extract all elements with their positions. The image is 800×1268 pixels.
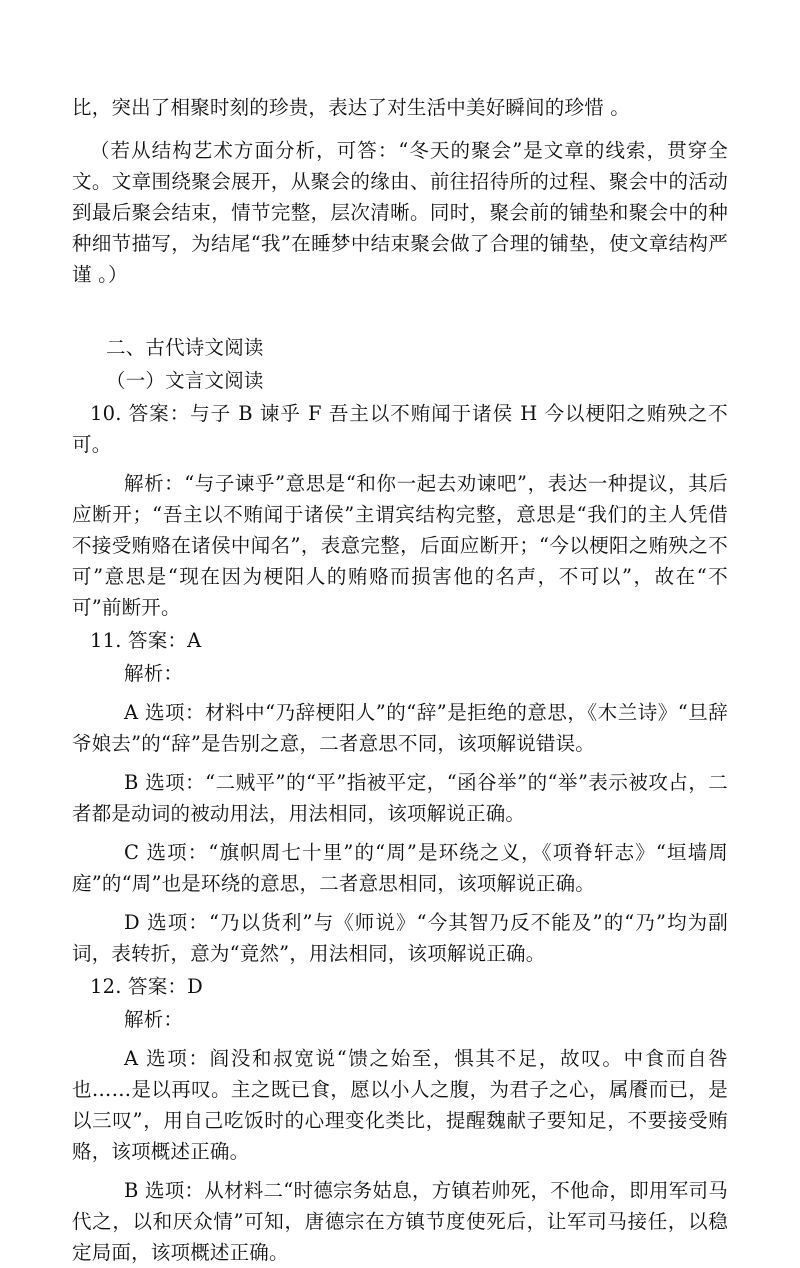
q11-option-a: A 选项：材料中“乃辞梗阳人”的“辞”是拒绝的意思，《木兰诗》“旦辞爷娘去”的“辞”是告别之意，二者意思不同，该项解说错误。	[72, 701, 728, 755]
q12-analysis-label: 解析：	[124, 1008, 184, 1031]
q11-option-c: C 选项：“旗帜周七十里”的“周”是环绕之义，《项脊轩志》“垣墙周庭”的“周”也是环绕的意思，二者意思相同，该项解说正确。	[72, 841, 728, 895]
q11-option-d: D 选项：“乃以货利”与《师说》“今其智乃反不能及”的“乃”均为副词，表转折，意为“竟然”，用法相同，该项解说正确。	[72, 911, 728, 965]
q12-option-a: A 选项：阎没和叔宽说“馈之始至，惧其不足，故叹。中食而自咎也……是以再叹。主之既已食，愿以小人之腹，为君子之心，属餍而已，是以三叹”，用自己吃饭时的心理变化类比，提醒魏献子要知足，不要接受贿赂，该项概述正确。	[72, 1047, 728, 1163]
q11-option-b: B 选项：“二贼平”的“平”指被平定，“函谷举”的“举”表示被攻占，二者都是动词的被动用法，用法相同，该项解说正确。	[72, 771, 728, 825]
q11-analysis-label: 解析：	[124, 662, 184, 685]
paragraph-conclusion: 比，突出了相聚时刻的珍贵，表达了对生活中美好瞬间的珍惜 。	[72, 96, 630, 119]
paragraph-structure-analysis: （若从结构艺术方面分析，可答：“冬天的聚会”是文章的线索，贯穿全文。文章围绕聚会展开，从聚会的缘由、前往招待所的过程、聚会中的活动到最后聚会结束，情节完整，层次清晰。同时，聚会前的铺垫和聚会中的种种细节描写，为结尾“我”在睡梦中结束聚会做了合理的铺垫，使文章结构严谨 。）	[72, 139, 728, 286]
q10-analysis: 解析：“与子谏乎”意思是“和你一起去劝谏吧”，表达一种提议，其后应断开；“吾主以不贿闻于诸侯”主谓宾结构完整，意思是“我们的主人凭借不接受贿赂在诸侯中闻名”，表意完整，后面应断开；“今以梗阳之贿殃之不可”意思是“现在因为梗阳人的贿赂而损害他的名声，不可以”，故在“不可”前断开。	[72, 472, 728, 619]
q12-answer: 12. 答案：D	[90, 975, 203, 998]
q12-option-b: B 选项：从材料二“时德宗务姑息，方镇若帅死，不他命，即用军司马代之，以和厌众情”可知，唐德宗在方镇节度使死后，让军司马接任，以稳定局面，该项概述正确。	[72, 1179, 728, 1264]
section-heading-ancient-poetry: 二、古代诗文阅读	[106, 336, 264, 359]
q10-answer: 10. 答案：与子 B 谏乎 F 吾主以不贿闻于诸侯 H 今以梗阳之贿殃之不可。	[72, 402, 728, 456]
q11-answer: 11. 答案：A	[90, 629, 202, 652]
subsection-heading-classical-chinese: （一）文言文阅读	[106, 369, 264, 392]
